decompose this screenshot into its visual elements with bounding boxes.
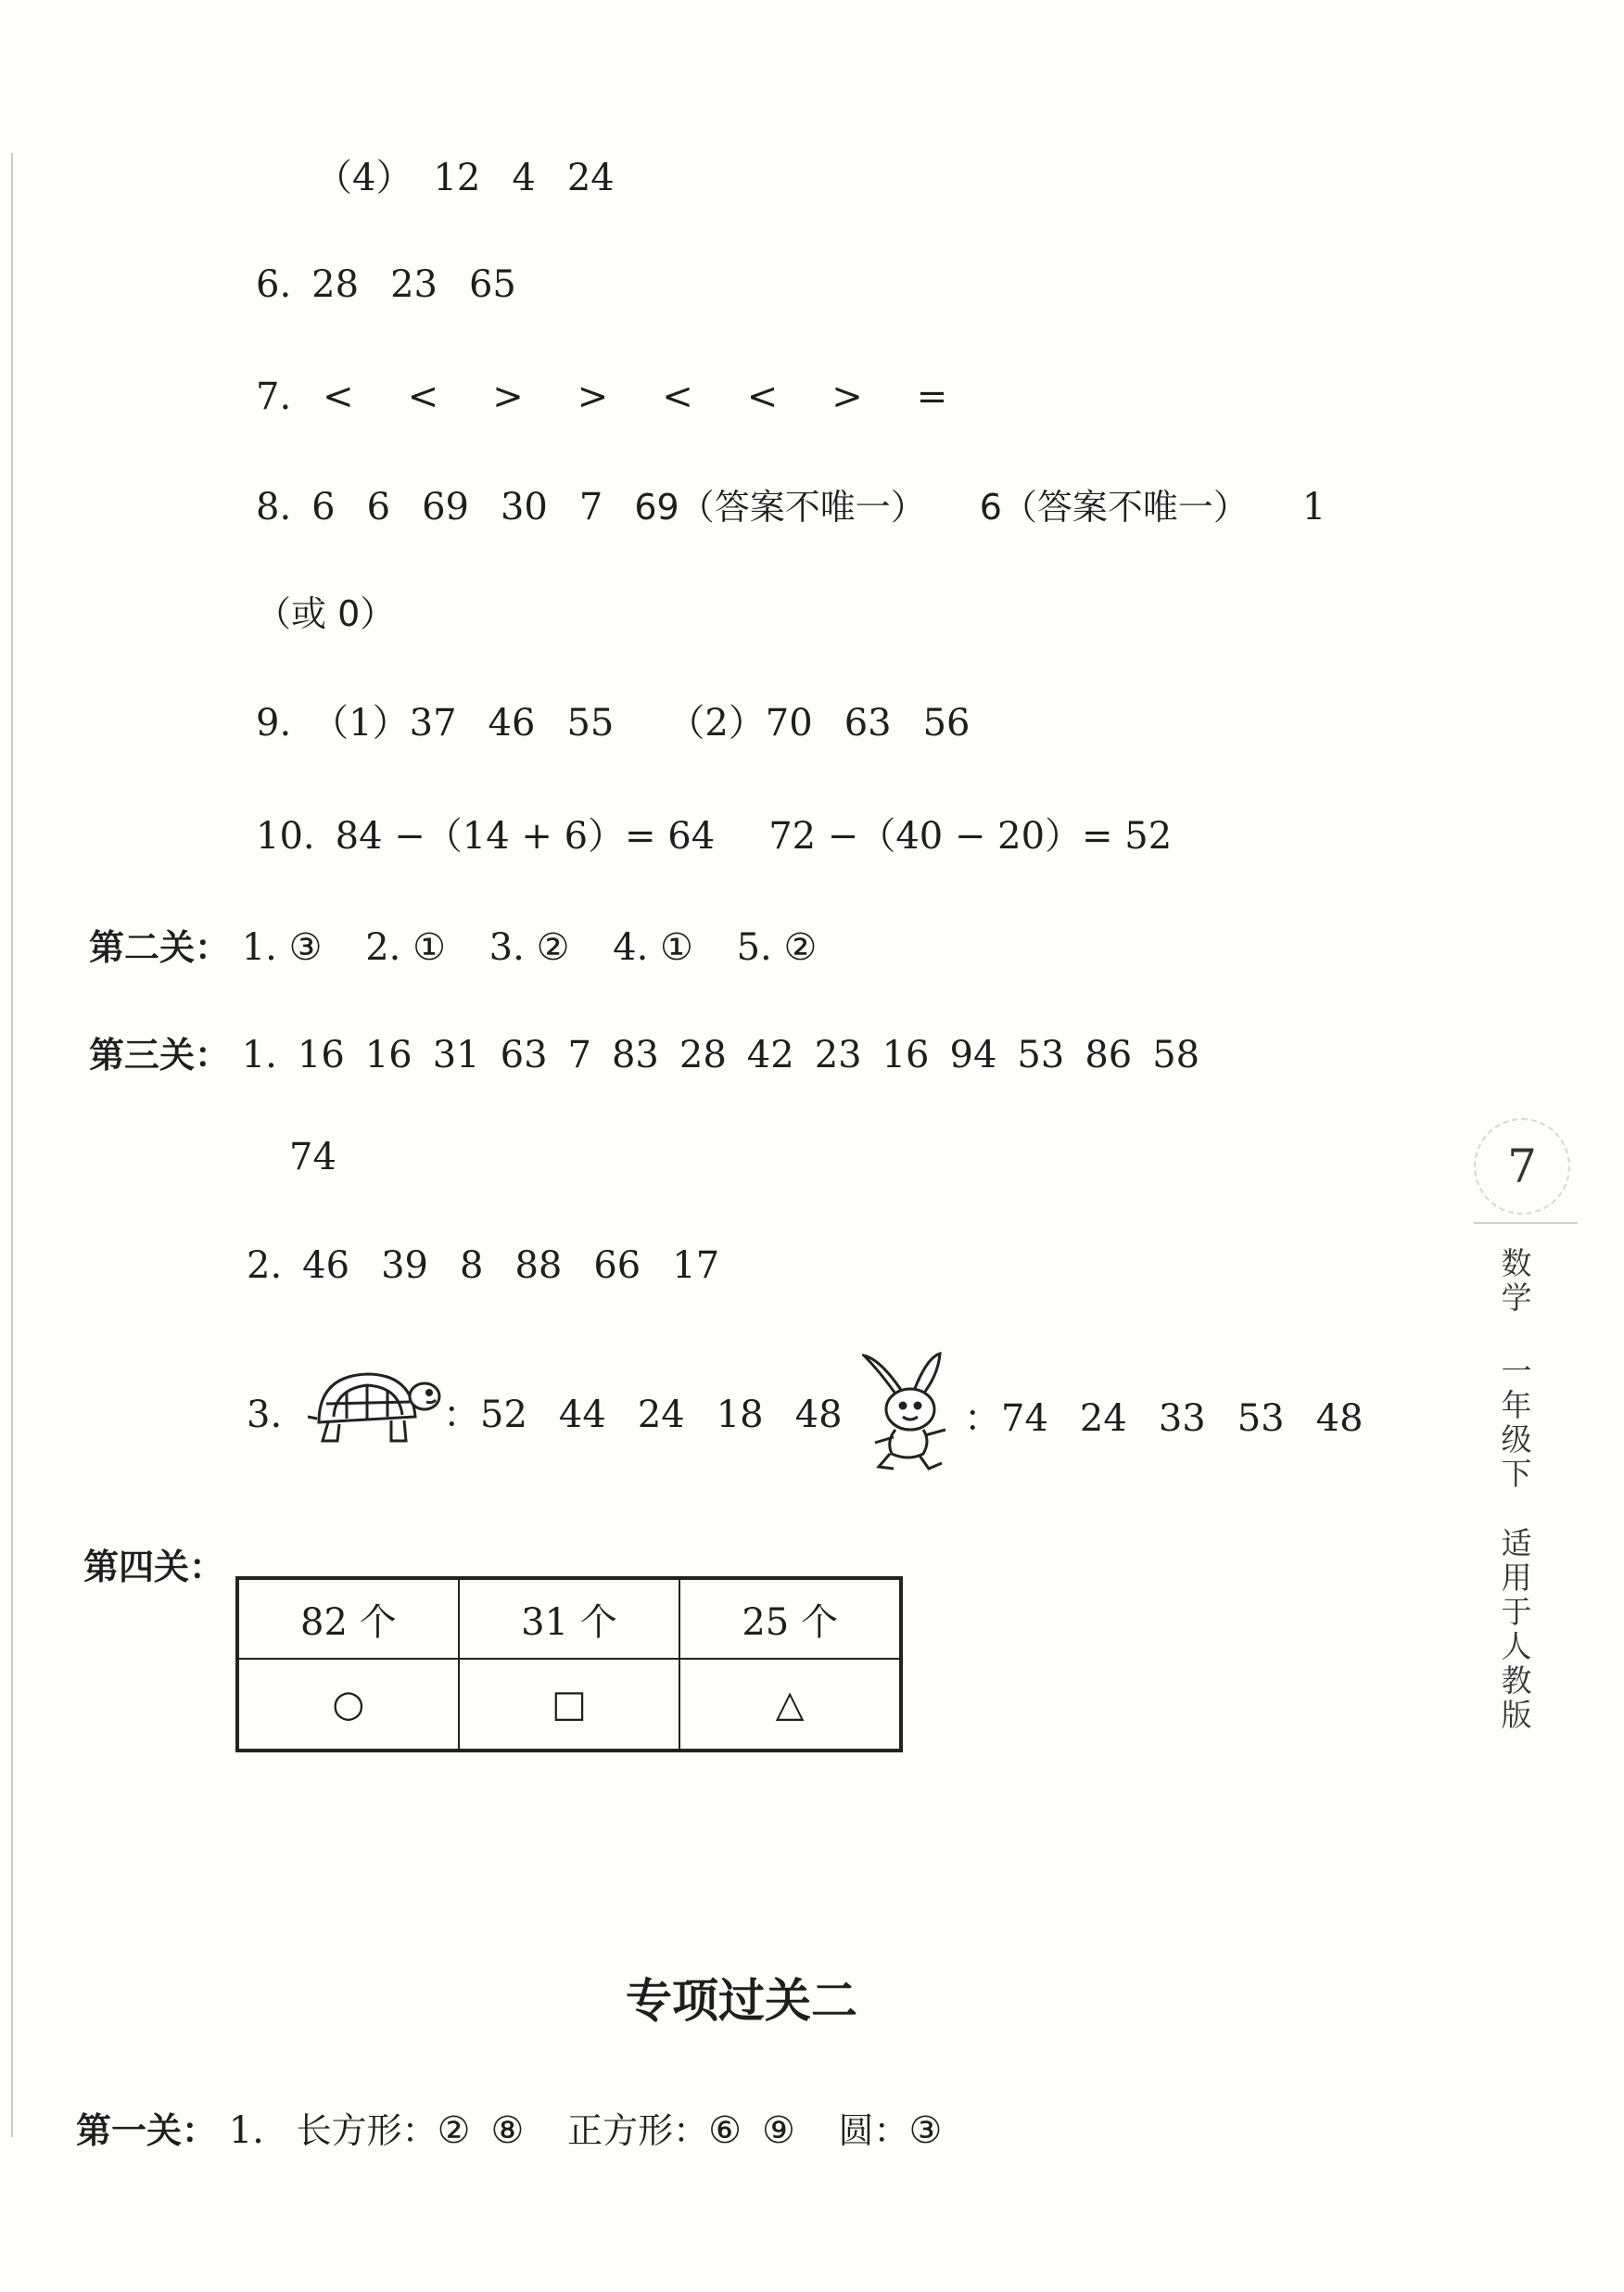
item-number: 2.	[247, 1244, 283, 1287]
turtle-icon	[306, 1361, 443, 1450]
shape-label: 正方形：	[567, 2110, 709, 2151]
comparison-sign: >	[492, 376, 524, 418]
item-number: 2.	[365, 926, 401, 969]
answer-value: 33	[1158, 1397, 1206, 1440]
item-number: 9.	[256, 702, 292, 745]
sidebar-edition: 适用于人教版	[1501, 1525, 1532, 1733]
answer-choice: ③	[908, 2109, 943, 2152]
answer-value: 12	[433, 157, 481, 199]
shape-count-table	[235, 1576, 903, 1752]
item-number: 1.	[228, 2109, 264, 2152]
level-label: 第三关：	[89, 1035, 231, 1076]
level-3-q1	[89, 1031, 1199, 1079]
comparison-sign: <	[662, 376, 693, 418]
answer-value: 48	[1315, 1397, 1364, 1440]
answer-value: 39	[381, 1244, 428, 1287]
answer-value: 1	[1301, 486, 1326, 528]
answer-value: 48	[794, 1394, 843, 1436]
comparison-sign: >	[831, 376, 863, 418]
item-number: 7.	[256, 376, 292, 418]
comparison-sign: <	[746, 376, 779, 418]
answer-value: 16	[297, 1034, 345, 1076]
answer-q9	[256, 699, 971, 747]
answer-value: 65	[468, 263, 516, 306]
answer-value: 83	[611, 1034, 659, 1076]
level-4-label: 第四关：	[83, 1547, 225, 1587]
left-margin-rule	[11, 153, 13, 2137]
answer-value: 24	[1079, 1397, 1127, 1440]
answer-value: 6	[311, 486, 336, 528]
table-row	[237, 1578, 901, 1659]
answer-value: 23	[390, 263, 438, 306]
answer-value: 70	[765, 702, 813, 745]
sidebar-divider	[1474, 1222, 1578, 1224]
part-number: （2）	[667, 702, 766, 745]
comparison-sign: <	[323, 376, 354, 418]
answer-q8	[256, 483, 1326, 531]
answer-choice: ②	[783, 926, 818, 969]
answer-choice: ⑥	[708, 2109, 742, 2152]
answer-value: 37	[409, 702, 457, 745]
answer-value: 30	[500, 486, 548, 528]
answer-value: 58	[1152, 1034, 1200, 1076]
answer-choice: ③	[288, 926, 323, 969]
count-cell: 25 个	[679, 1578, 901, 1659]
answer-value: 23	[814, 1034, 862, 1076]
answer-q5-4	[315, 154, 615, 202]
triangle-shape-icon: △	[679, 1659, 901, 1751]
answer-value: 8	[459, 1244, 484, 1287]
level-label: 第二关：	[89, 927, 231, 968]
answer-value: 55	[566, 702, 615, 745]
level-3-q1-continued: 74	[289, 1136, 336, 1178]
sidebar-grade: 一年级下	[1501, 1353, 1532, 1492]
rabbit-answers: ：74 24 33 53 48	[964, 1397, 1364, 1440]
answer-value: 63	[844, 702, 892, 745]
expression: 72 −（40 − 20）= 52	[768, 815, 1173, 858]
table-row	[237, 1659, 901, 1751]
answer-value: 16	[882, 1034, 930, 1076]
sidebar-subject: 数学	[1501, 1245, 1532, 1316]
answer-value: 66	[593, 1244, 641, 1287]
part-number: （1）	[311, 702, 410, 745]
answer-value: 86	[1085, 1034, 1133, 1076]
answer-value: 88	[514, 1244, 563, 1287]
comparison-sign: <	[407, 376, 439, 418]
item-number: 8.	[256, 486, 292, 528]
answer-value: 94	[949, 1034, 997, 1076]
answer-value: 44	[558, 1394, 606, 1436]
answer-value: 69（答案不唯一）	[634, 487, 926, 528]
item-number: 1.	[241, 926, 277, 969]
item-number: 5.	[736, 926, 772, 969]
answer-value: 7	[567, 1034, 591, 1076]
turtle-answers: ：52 44 24 18 48	[443, 1394, 843, 1436]
answer-value: 16	[364, 1034, 412, 1076]
answer-value: 4	[512, 157, 536, 199]
item-number: 6.	[256, 263, 292, 306]
expression: 84 −（14 + 6）= 64	[335, 815, 716, 858]
answer-value: 74	[1001, 1397, 1048, 1440]
answer-choice: ①	[660, 926, 693, 969]
answer-value: 69	[422, 486, 469, 528]
shape-label: 圆：	[838, 2110, 909, 2151]
answer-value: 53	[1017, 1034, 1065, 1076]
section-title: 专项过关二	[626, 1974, 857, 2028]
level-label: 第一关：	[76, 2110, 218, 2151]
answer-value: 56	[922, 702, 971, 745]
answer-choice: ②	[437, 2109, 471, 2152]
answer-value: 63	[500, 1034, 548, 1076]
comparison-sign: >	[577, 376, 609, 418]
item-number: 3.	[488, 926, 525, 969]
answer-value: 18	[716, 1394, 764, 1436]
comparison-sign: =	[916, 376, 948, 418]
level-3-q3-number: 3.	[247, 1394, 283, 1436]
page-number: 7	[1474, 1118, 1570, 1215]
answer-value: 52	[480, 1394, 527, 1436]
item-number: （4）	[315, 157, 413, 199]
answer-q6	[256, 261, 516, 309]
square-shape-icon: □	[459, 1659, 680, 1751]
answer-value: 7	[578, 486, 603, 528]
answer-value: 28	[311, 263, 360, 306]
answer-value: 46	[488, 702, 536, 745]
section-2-level-1	[76, 2107, 942, 2155]
answer-value: 46	[302, 1244, 350, 1287]
answer-value: 24	[637, 1394, 685, 1436]
answer-value: 24	[566, 157, 615, 199]
answer-choice: ②	[536, 926, 570, 969]
answer-value: 17	[672, 1244, 720, 1287]
level-3-q2	[247, 1242, 719, 1290]
answer-value: 53	[1237, 1397, 1285, 1440]
answer-q8-continued: （或 0）	[256, 593, 396, 634]
circle-shape-icon: ○	[237, 1659, 459, 1751]
item-number: 1.	[241, 1034, 277, 1076]
count-cell: 82 个	[237, 1578, 459, 1659]
rabbit-icon	[862, 1352, 962, 1472]
answer-value: 6	[366, 486, 391, 528]
item-number: 10.	[256, 815, 315, 858]
answer-choice: ⑧	[490, 2109, 525, 2152]
answer-choice: ①	[412, 926, 446, 969]
answer-q7	[256, 373, 947, 421]
count-cell: 31 个	[459, 1578, 680, 1659]
answer-value: 6（答案不唯一）	[979, 487, 1249, 528]
level-2-answers	[89, 923, 817, 972]
item-number: 4.	[613, 926, 649, 969]
answer-value: 28	[679, 1034, 727, 1076]
shape-label: 长方形：	[296, 2110, 438, 2151]
answer-value: 31	[432, 1034, 480, 1076]
answer-value: 42	[746, 1034, 794, 1076]
answer-choice: ⑨	[761, 2109, 795, 2152]
answer-q10	[256, 812, 1172, 860]
